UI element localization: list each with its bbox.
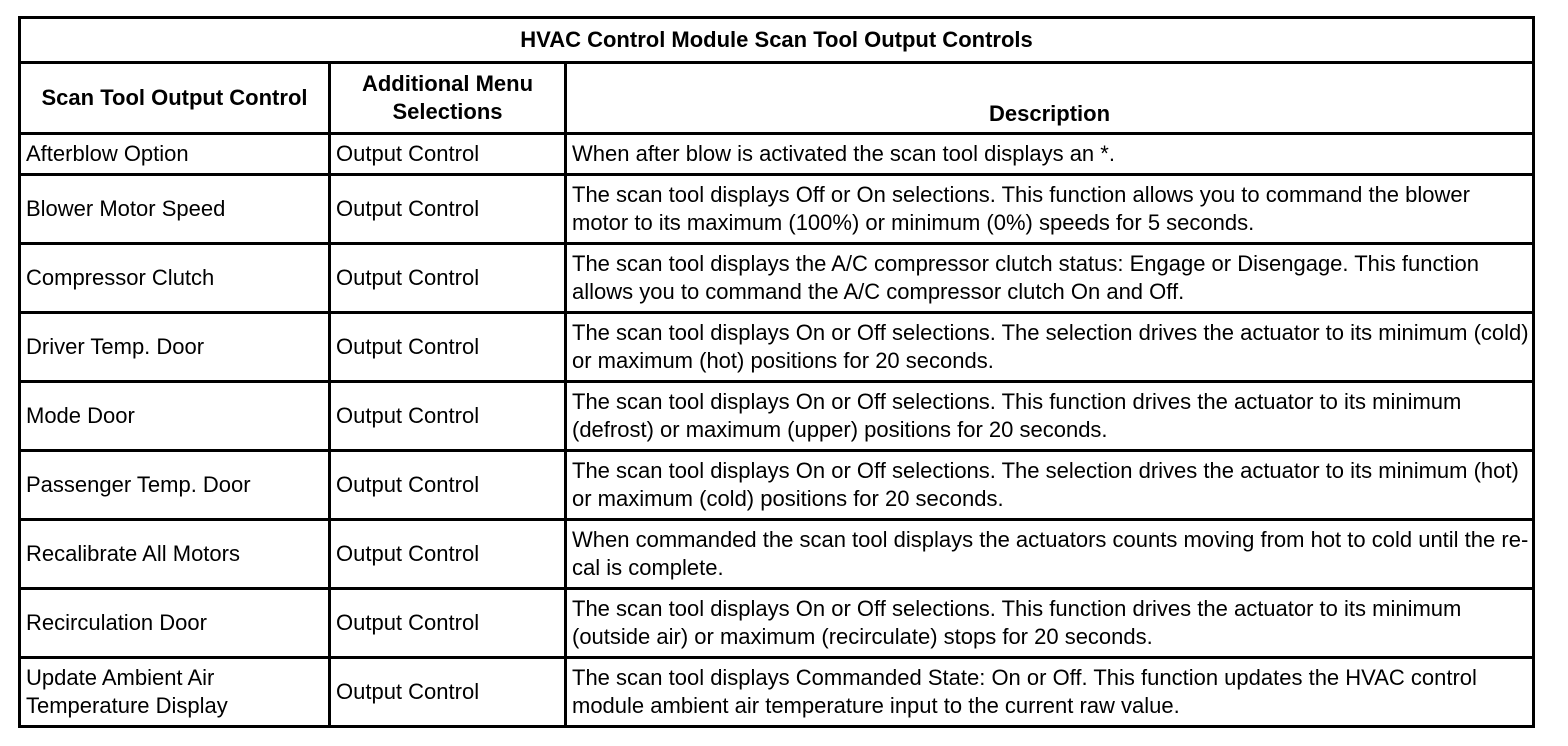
- cell-control: Driver Temp. Door: [20, 313, 330, 382]
- table-row: [20, 451, 1534, 520]
- cell-control: Afterblow Option: [20, 134, 330, 175]
- cell-menu: Output Control: [330, 589, 566, 658]
- table-row: [20, 175, 1534, 244]
- table-row: [20, 244, 1534, 313]
- table-header-row: [20, 63, 1534, 134]
- cell-description: The scan tool displays the A/C compressor clutch status: Engage or Disengage. This function allows you to command the A/C compressor clutch On and Off.: [566, 244, 1534, 313]
- table-row: [20, 589, 1534, 658]
- table-title-row: [20, 18, 1534, 63]
- cell-description: The scan tool displays Commanded State: On or Off. This function updates the HVAC control module ambient air temperature input to the current raw value.: [566, 658, 1534, 727]
- cell-control: Recalibrate All Motors: [20, 520, 330, 589]
- cell-description: The scan tool displays On or Off selections. The selection drives the actuator to its minimum (cold) or maximum (hot) positions for 20 seconds.: [566, 313, 1534, 382]
- cell-menu: Output Control: [330, 134, 566, 175]
- cell-menu: Output Control: [330, 451, 566, 520]
- table-row: [20, 134, 1534, 175]
- cell-menu: Output Control: [330, 244, 566, 313]
- table-row: [20, 313, 1534, 382]
- cell-description: The scan tool displays Off or On selections. This function allows you to command the blower motor to its maximum (100%) or minimum (0%) speeds for 5 seconds.: [566, 175, 1534, 244]
- cell-menu: Output Control: [330, 175, 566, 244]
- cell-description: The scan tool displays On or Off selections. This function drives the actuator to its minimum (defrost) or maximum (upper) positions for 20 seconds.: [566, 382, 1534, 451]
- cell-control: Update Ambient Air Temperature Display: [20, 658, 330, 727]
- cell-menu: Output Control: [330, 658, 566, 727]
- header-additional-menu-selections: Additional Menu Selections: [330, 63, 566, 134]
- cell-description: The scan tool displays On or Off selections. The selection drives the actuator to its minimum (hot) or maximum (cold) positions for 20 seconds.: [566, 451, 1534, 520]
- cell-control: Blower Motor Speed: [20, 175, 330, 244]
- cell-description: The scan tool displays On or Off selections. This function drives the actuator to its minimum (outside air) or maximum (recirculate) stops for 20 seconds.: [566, 589, 1534, 658]
- cell-menu: Output Control: [330, 382, 566, 451]
- cell-description: When after blow is activated the scan tool displays an *.: [566, 134, 1534, 175]
- cell-control: Passenger Temp. Door: [20, 451, 330, 520]
- cell-control: Mode Door: [20, 382, 330, 451]
- cell-menu: Output Control: [330, 313, 566, 382]
- header-description: Description: [566, 63, 1534, 134]
- table-row: [20, 520, 1534, 589]
- cell-control: Compressor Clutch: [20, 244, 330, 313]
- cell-control: Recirculation Door: [20, 589, 330, 658]
- cell-menu: Output Control: [330, 520, 566, 589]
- table-title: HVAC Control Module Scan Tool Output Controls: [20, 18, 1534, 63]
- cell-description: When commanded the scan tool displays the actuators counts moving from hot to cold until the re-cal is complete.: [566, 520, 1534, 589]
- output-controls-table-container: [18, 16, 1532, 728]
- header-scan-tool-output-control: Scan Tool Output Control: [20, 63, 330, 134]
- output-controls-table: [18, 16, 1535, 728]
- table-row: [20, 382, 1534, 451]
- table-row: [20, 658, 1534, 727]
